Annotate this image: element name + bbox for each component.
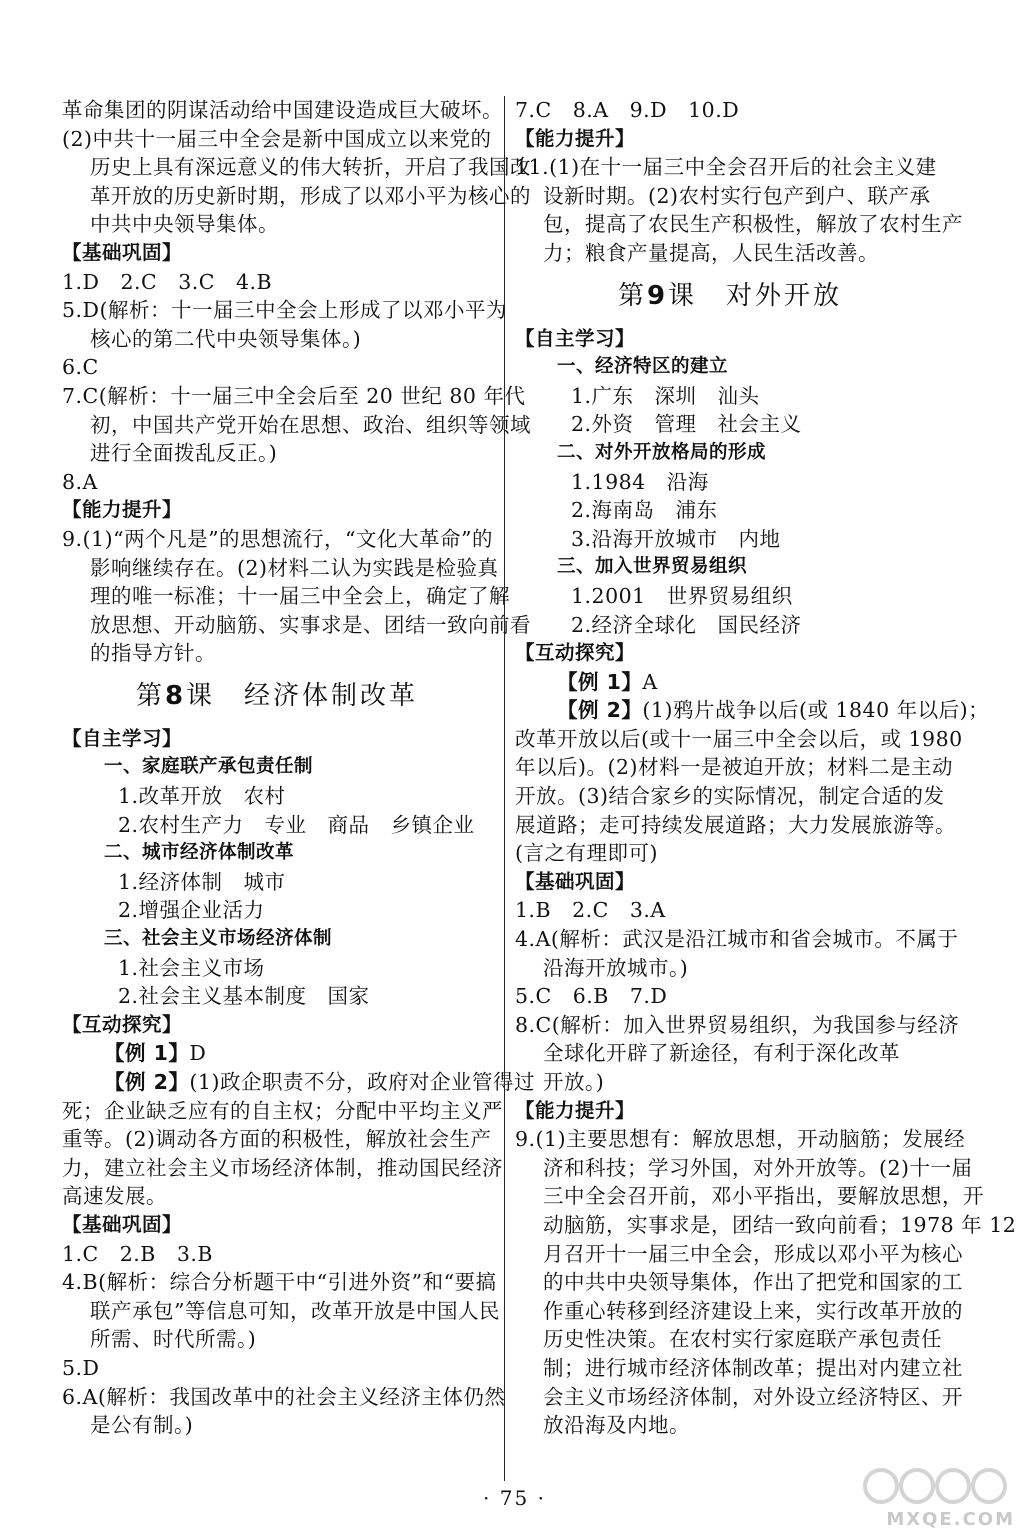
right-lesson-title — [515, 268, 945, 325]
left-answer-line: 初，中国共产党开始在思想、政治、组织等领域 — [90, 412, 531, 437]
lesson-prefix: 第 — [135, 680, 165, 711]
watermark-text: MXQE.COM — [886, 1509, 1015, 1530]
right-answer-line: 沿海开放城市。) — [543, 955, 689, 980]
left-answer-line: 5.D(解析：十一届三中全会上形成了以邓小平为 — [62, 298, 507, 323]
column-divider — [504, 96, 505, 1481]
right-answer-line: 的中共中央领导集体，作出了把党和国家的工 — [543, 1270, 963, 1295]
right-answer-line: 4.A(解析：武汉是沿江城市和省会城市。不属于 — [515, 927, 959, 952]
left-answer-line: 历史上具有深远意义的伟大转折，开启了我国改 — [90, 155, 531, 180]
left-answer-line: 5.D — [62, 1355, 100, 1380]
left-example-line — [62, 1039, 492, 1068]
right-answer-line: 7.C 8.A 9.D 10.D — [515, 98, 740, 122]
left-answer-line: 力，建立社会主义市场经济体制，推动国民经济 — [62, 1155, 503, 1180]
left-answer-line: 1.D 2.C 3.C 4.B — [62, 269, 273, 294]
left-subsection-heading: 三、社会主义市场经济体制 — [104, 928, 333, 950]
left-subsection-heading: 二、城市经济体制改革 — [104, 842, 295, 864]
example-answer: A — [642, 669, 658, 694]
example-label: 【例 1】 — [104, 1041, 190, 1066]
left-answer-line: 2.社会主义基本制度 国家 — [118, 984, 370, 1009]
lesson-number: 8 — [164, 680, 187, 711]
right-answer-line: 9.(1)主要思想有：解放思想，开动脑筋；发展经 — [515, 1127, 966, 1152]
right-section-heading: 【自主学习】 — [515, 326, 636, 350]
left-answer-line: 死；企业缺乏应有的自主权；分配中平均主义严 — [62, 1098, 503, 1123]
right-answer-line: 5.C 6.B 7.D — [515, 984, 668, 1009]
right-answer-line: 3.沿海开放城市 内地 — [571, 526, 781, 551]
right-example-line — [515, 696, 990, 725]
left-answer-line: 核心的第二代中央领导集体。) — [90, 326, 362, 351]
lesson-prefix: 第 — [617, 280, 647, 311]
left-answer-line: 放思想、开动脑筋、实事求是、团结一致向前看 — [90, 612, 531, 637]
right-answer-line: 动脑筋，实事求是，团结一致向前看；1978 年 12 — [543, 1212, 1017, 1237]
left-answer-line: 联产承包”等信息可知，改革开放是中国人民 — [90, 1298, 500, 1323]
right-answer-line: 改革开放以后(或十一届三中全会以后，或 1980 — [515, 726, 963, 751]
left-answer-line: 8.A — [62, 469, 98, 494]
lesson-number: 9 — [646, 280, 669, 311]
left-answer-line: 9.(1)“两个凡是”的思想流行，“文化大革命”的 — [62, 526, 494, 551]
left-answer-line: 是公有制。) — [90, 1413, 194, 1438]
left-answer-line: 进行全面拨乱反正。) — [90, 441, 278, 466]
example-answer: (1)鸦片战争以后(或 1840 年以后)； — [642, 698, 990, 723]
left-answer-line: (2)中共十一届三中全会是新中国成立以来党的 — [62, 126, 492, 151]
right-answer-line: 1.广东 深圳 汕头 — [571, 383, 760, 408]
lesson-name: 课 对外开放 — [668, 280, 843, 311]
right-answer-line: 2.海南岛 浦东 — [571, 498, 718, 523]
right-column — [515, 96, 1017, 1440]
left-answer-line: 1.经济体制 城市 — [118, 869, 286, 894]
left-answer-line: 4.B(解析：综合分析题干中“引进外资”和“要搞 — [62, 1270, 497, 1295]
right-answer-line: 1.1984 沿海 — [571, 469, 709, 494]
right-answer-line: 2.经济全球化 国民经济 — [571, 612, 802, 637]
left-answer-line: 2.增强企业活力 — [118, 898, 265, 923]
right-answer-line: (言之有理即可) — [515, 841, 658, 866]
right-section-heading: 【互动探究】 — [515, 641, 636, 665]
right-answer-line: 历史性决策。在农村实行家庭联产承包责任 — [543, 1327, 942, 1352]
page-number: · 75 · — [483, 1486, 546, 1510]
right-answer-line: 开放。(3)结合家乡的实际情况，制定合适的发 — [515, 784, 945, 809]
right-section-heading: 【基础巩固】 — [515, 869, 636, 893]
right-answer-line: 8.C(解析：加入世界贸易组织，为我国参与经济 — [515, 1012, 960, 1037]
left-answer-line: 革开放的历史新时期，形成了以邓小平为核心的 — [90, 183, 531, 208]
left-answer-line: 的指导方针。 — [90, 641, 216, 666]
left-section-heading: 【能力提升】 — [62, 498, 183, 522]
example-label: 【例 1】 — [557, 669, 643, 694]
left-answer-line: 重等。(2)调动各方面的积极性，解放社会生产 — [62, 1127, 492, 1152]
left-answer-line: 影响继续存在。(2)材料二认为实践是检验真 — [90, 555, 499, 580]
right-example-line — [515, 668, 945, 697]
left-column — [62, 96, 535, 1440]
left-section-heading: 【互动探究】 — [62, 1012, 183, 1036]
right-answer-line: 设新时期。(2)农村实行包产到户、联产承 — [543, 183, 931, 208]
left-lesson-title — [62, 668, 492, 725]
left-answer-line: 7.C(解析：十一届三中全会后至 20 世纪 80 年代 — [62, 383, 526, 408]
right-subsection-heading: 三、加入世界贸易组织 — [557, 556, 748, 578]
left-answer-line: 高速发展。 — [62, 1184, 167, 1209]
left-answer-line: 1.改革开放 农村 — [118, 784, 286, 809]
right-answer-line: 月召开十一届三中全会，形成以邓小平为核心 — [543, 1241, 963, 1266]
example-answer: D — [189, 1041, 207, 1066]
right-answer-line: 1.B 2.C 3.A — [515, 898, 666, 923]
right-answer-line: 放沿海及内地。 — [543, 1413, 690, 1438]
right-answer-line: 三中全会召开前，邓小平指出，要解放思想，开 — [543, 1184, 984, 1209]
right-answer-line: 年以后)。(2)材料一是被迫开放；材料二是主动 — [515, 755, 954, 780]
right-answer-line: 制；进行城市经济体制改革；提出对内建立社 — [543, 1355, 963, 1380]
right-answer-line: 会主义市场经济体制，对外设立经济特区、开 — [543, 1384, 963, 1409]
right-answer-line: 展道路；走可持续发展道路；大力发展旅游等。 — [515, 812, 956, 837]
left-answer-line: 6.C — [62, 355, 99, 380]
left-section-heading: 【自主学习】 — [62, 726, 183, 750]
right-answer-line: 作重心转移到经济建设上来，实行改革开放的 — [543, 1298, 963, 1323]
left-answer-line: 1.社会主义市场 — [118, 955, 265, 980]
right-section-heading: 【能力提升】 — [515, 1098, 636, 1122]
example-label: 【例 2】 — [104, 1070, 190, 1094]
right-answer-line: 包，提高了农民生产积极性，解放了农村生产 — [543, 212, 963, 237]
left-answer-line: 6.A(解析：我国改革中的社会主义经济主体仍然 — [62, 1384, 506, 1409]
right-answer-line: 2.外资 管理 社会主义 — [571, 412, 802, 437]
left-example-line — [62, 1068, 535, 1097]
left-answer-line: 中共中央领导集体。 — [90, 212, 279, 237]
left-answer-line: 1.C 2.B 3.B — [62, 1241, 213, 1266]
left-section-heading: 【基础巩固】 — [62, 240, 183, 264]
example-answer: (1)政企职责不分，政府对企业管得过 — [189, 1070, 535, 1094]
left-answer-line: 革命集团的阴谋活动给中国建设造成巨大破坏。 — [62, 98, 503, 122]
left-answer-line: 理的唯一标准；十一届三中全会上，确定了解 — [90, 584, 510, 609]
right-section-heading: 【能力提升】 — [515, 126, 636, 150]
left-answer-line: 所需、时代所需。) — [90, 1327, 257, 1352]
left-subsection-heading: 一、家庭联产承包责任制 — [104, 756, 314, 778]
right-answer-line: 力；粮食产量提高，人民生活改善。 — [543, 240, 879, 265]
right-answer-line: 开放。) — [543, 1070, 605, 1094]
lesson-name: 课 经济体制改革 — [186, 680, 419, 711]
right-answer-line: 1.2001 世界贸易组织 — [571, 583, 793, 608]
right-subsection-heading: 一、经济特区的建立 — [557, 356, 729, 378]
right-answer-line: 11.(1)在十一届三中全会召开后的社会主义建 — [515, 155, 937, 180]
left-section-heading: 【基础巩固】 — [62, 1212, 183, 1236]
right-answer-line: 济和科技；学习外国，对外开放等。(2)十一届 — [543, 1155, 973, 1180]
right-answer-line: 全球化开辟了新途径，有利于深化改革 — [543, 1041, 900, 1066]
left-answer-line: 2.农村生产力 专业 商品 乡镇企业 — [118, 812, 475, 837]
example-label: 【例 2】 — [557, 698, 643, 723]
right-subsection-heading: 二、对外开放格局的形成 — [557, 441, 767, 463]
